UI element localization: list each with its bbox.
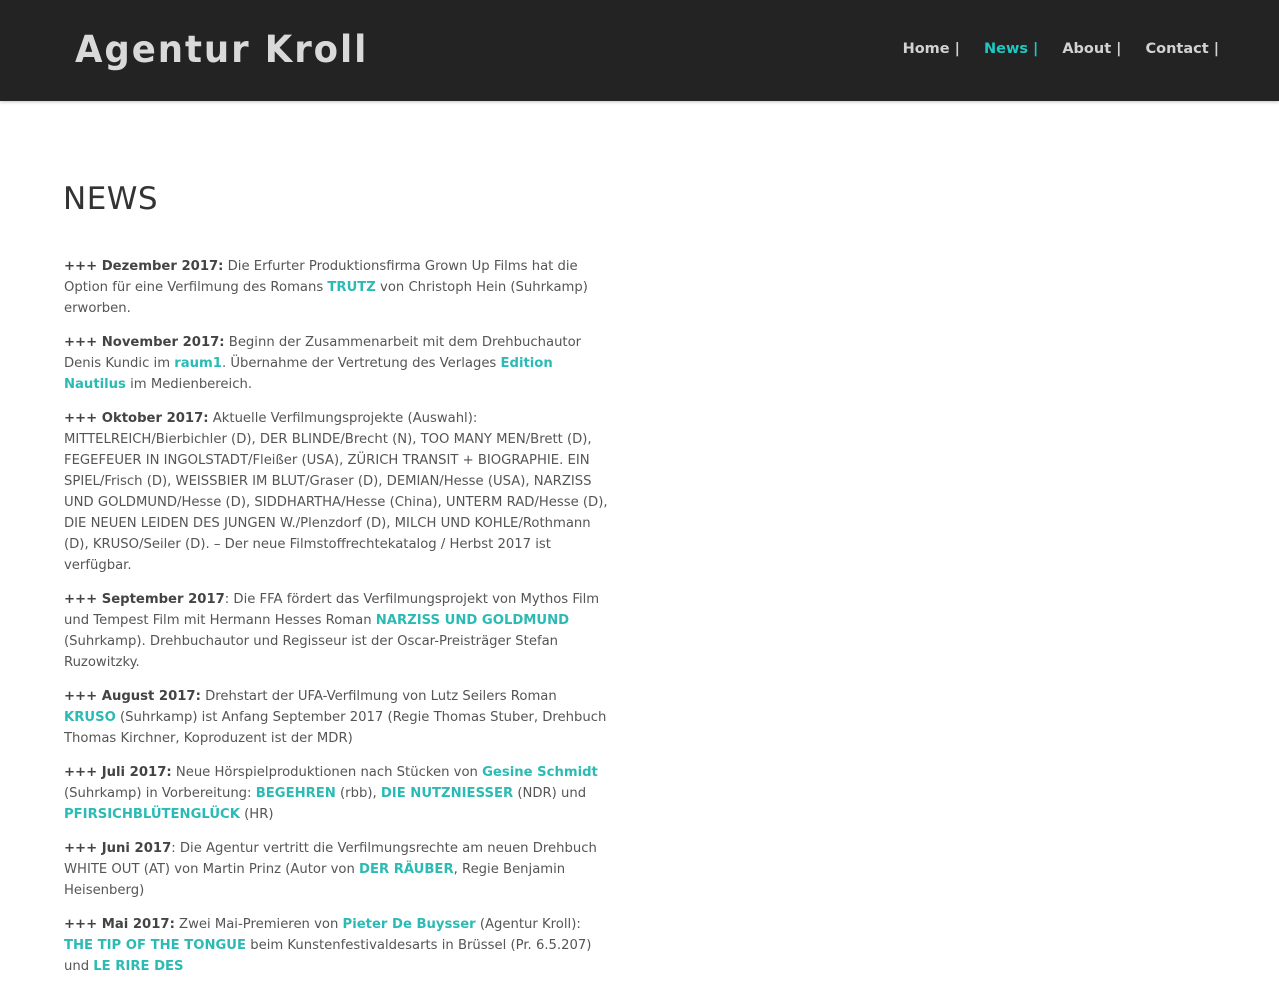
news-entry-text: : Die Agentur vertritt die Verfilmungsrechte am neuen Drehbuch WHITE OUT (AT) von Martin Prinz (Autor von	[64, 841, 597, 877]
news-entry-link[interactable]: DIE NUTZNIESSER	[380, 786, 514, 801]
news-entry-date: +++ Oktober 2017:	[64, 411, 209, 426]
nav-item-about[interactable]: About |	[1062, 41, 1122, 57]
news-entry-link[interactable]: LE RIRE DES	[93, 959, 184, 974]
news-entry-link[interactable]: Gesine Schmidt	[482, 765, 598, 780]
news-entry-link[interactable]: PFIRSICHBLÜTENGLÜCK	[64, 807, 240, 822]
news-entry-text: : Die FFA fördert das Verfilmungsprojekt von Mythos Film und Tempest Film mit Hermann Hesses Roman	[64, 592, 600, 628]
news-entry	[64, 332, 612, 395]
news-entry-date: +++ August 2017:	[64, 689, 201, 704]
main-nav	[879, 41, 1219, 57]
news-entry-link[interactable]: THE TIP OF THE TONGUE	[64, 938, 247, 953]
site-header	[0, 0, 1279, 101]
news-entry-text: (Suhrkamp) in Vorbereitung:	[64, 786, 256, 801]
news-entry	[64, 838, 612, 901]
news-entry-date: +++ Juni 2017	[64, 841, 172, 856]
news-entry-text: Aktuelle Verfilmungsprojekte (Auswahl): MITTELREICH/Bierbichler (D), DER BLINDE/Brecht (N), TOO MANY MEN/Brett (D), FEGEFEUER IN INGOLSTADT/Fleißer (USA), ZÜRICH TRANSIT + BIOGRAPHIE. EIN SPIEL/Frisch (D), WEISSBIER IM BLUT/Graser (D), DEMIAN/Hesse (USA), NARZISS UND GOLDMUND/Hesse (D), SIDDHARTHA/Hesse (China), UNTERM RAD/Hesse (D), DIE NEUEN LEIDEN DES JUNGEN W./Plenzdorf (D), MILCH UND KOHLE/Rothmann (D), KRUSO/Seiler (D). – Der neue Filmstoffrechtekatalog / Herbst 2017 ist verfügbar.	[64, 411, 608, 573]
nav-item-contact[interactable]: Contact |	[1145, 41, 1219, 57]
news-entry-text: Neue Hörspielproduktionen nach Stücken von	[171, 765, 483, 780]
news-entry-date: +++ September 2017	[64, 592, 225, 607]
page-title: NEWS	[63, 181, 159, 217]
nav-item-news[interactable]: News |	[983, 41, 1039, 57]
news-entry	[64, 408, 612, 576]
news-entry	[64, 589, 612, 673]
news-entry-text: im Medienbereich.	[125, 377, 253, 392]
news-entry-link[interactable]: Edition Nautilus	[64, 356, 553, 392]
news-entry	[64, 256, 612, 319]
news-list	[64, 256, 612, 990]
news-entry-text: Zwei Mai-Premieren von	[174, 917, 343, 932]
nav-item-home[interactable]: Home |	[902, 41, 960, 57]
news-entry-text: , Regie Benjamin Heisenberg)	[64, 862, 566, 898]
news-entry-link[interactable]: TRUTZ	[327, 280, 376, 295]
news-entry-text: (NDR) und	[513, 786, 587, 801]
news-entry-link[interactable]: NARZISS UND GOLDMUND	[375, 613, 570, 628]
news-entry-text: beim Kunstenfestivaldesarts in Brüssel (Pr. 6.5.207) und	[64, 938, 592, 974]
news-entry-text: (HR)	[239, 807, 274, 822]
news-entry	[64, 762, 612, 825]
news-entry-link[interactable]: KRUSO	[64, 710, 116, 725]
news-entry-link[interactable]: DER RÄUBER	[359, 862, 454, 877]
news-entry-date: +++ Juli 2017:	[64, 765, 172, 780]
news-entry-text: (Agentur Kroll):	[475, 917, 581, 932]
news-entry-text: Beginn der Zusammenarbeit mit dem Drehbuchautor Denis Kundic im	[64, 335, 582, 371]
news-entry-text: Drehstart der UFA-Verfilmung von Lutz Seilers Roman	[200, 689, 557, 704]
news-entry-text: (rbb),	[335, 786, 381, 801]
news-entry-text: Die Erfurter Produktionsfirma Grown Up Films hat die Option für eine Verfilmung des Romans	[64, 259, 578, 295]
site-logo[interactable]: Agentur Kroll	[75, 28, 369, 71]
news-entry-link[interactable]: BEGEHREN	[255, 786, 336, 801]
news-entry-text: (Suhrkamp). Drehbuchautor und Regisseur ist der Oscar-Preisträger Stefan Ruzowitzky.	[64, 634, 559, 670]
news-entry	[64, 686, 612, 749]
news-entry	[64, 914, 612, 977]
news-entry-text: von Christoph Hein (Suhrkamp) erworben.	[64, 280, 588, 316]
news-entry-link[interactable]: raum1	[174, 356, 222, 371]
news-entry-date: +++ Dezember 2017:	[64, 259, 224, 274]
news-entry-date: +++ November 2017:	[64, 335, 225, 350]
news-entry-link[interactable]: Pieter De Buysser	[342, 917, 476, 932]
news-entry-text: . Übernahme der Vertretung des Verlages	[221, 356, 501, 371]
news-entry-date: +++ Mai 2017:	[64, 917, 175, 932]
news-entry-text: (Suhrkamp) ist Anfang September 2017 (Regie Thomas Stuber, Drehbuch Thomas Kirchner, Koproduzent ist der MDR)	[64, 710, 607, 746]
